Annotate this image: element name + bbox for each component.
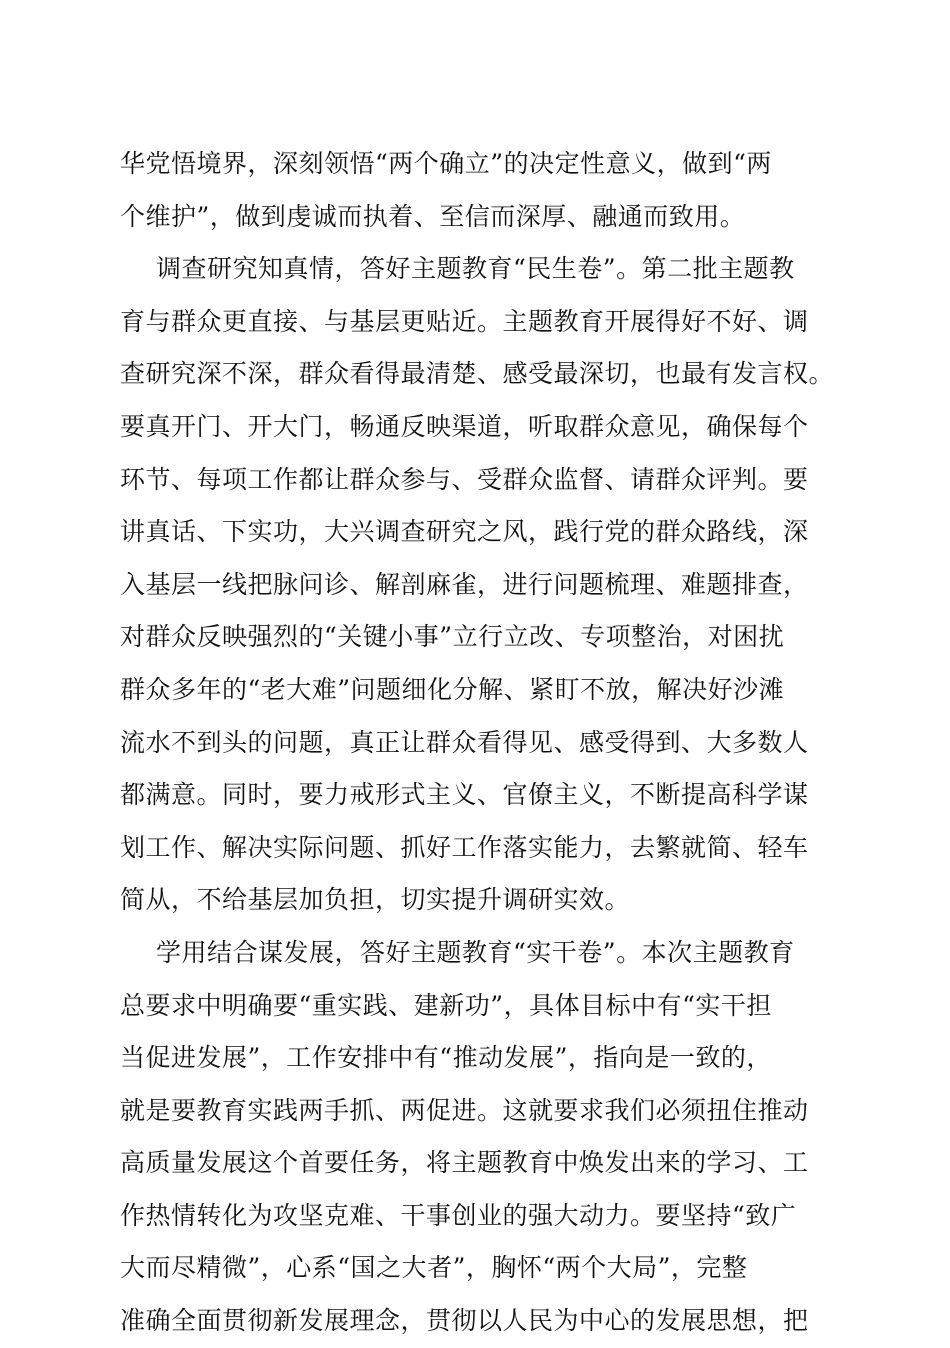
text-line: 查研究深不深，群众看得最清楚、感受最深切，也最有发言权。 [120,359,835,389]
text-line: 简从，不给基层加负担，切实提升调研实效。 [120,885,631,915]
text-line: 讲真话、下实功，大兴调查研究之风，践行党的群众路线，深 [120,517,809,547]
paragraph-first-line: 调查研究知真情，答好主题教育“民生卷”。第二批主题教 [156,254,795,284]
text-line: 高质量发展这个首要任务，将主题教育中焕发出来的学习、工 [120,1148,809,1178]
text-line: 大而尽精微”，心系“国之大者”，胸怀“两个大局”，完整 [120,1253,748,1283]
text-line: 环节、每项工作都让群众参与、受群众监督、请群众评判。要 [120,464,809,494]
text-line: 育与群众更直接、与基层更贴近。主题教育开展得好不好、调 [120,306,809,336]
paragraph-first-line: 学用结合谋发展，答好主题教育“实干卷”。本次主题教育 [156,937,795,967]
text-line: 流水不到头的问题，真正让群众看得见、感受得到、大多数人 [120,727,809,757]
text-line: 就是要教育实践两手抓、两促进。这就要求我们必须扭住推动 [120,1095,809,1125]
text-line: 准确全面贯彻新发展理念，贯彻以人民为中心的发展思想，把 [120,1306,809,1336]
text-line: 华党悟境界，深刻领悟“两个确立”的决定性意义，做到“两 [120,149,772,178]
text-line: 群众多年的“老大难”问题细化分解、紧盯不放，解决好沙滩 [120,674,785,704]
text-line: 划工作、解决实际问题、抓好工作落实能力，去繁就简、轻车 [120,832,809,862]
body-text [120,138,835,1348]
text-line: 总要求中明确要“重实践、建新功”，具体目标中有“实干担 [120,990,772,1020]
text-line: 当促进发展”，工作安排中有“推动发展”，指向是一致的， [120,1043,772,1073]
text-line: 都满意。同时，要力戒形式主义、官僚主义，不断提高科学谋 [120,780,809,810]
text-line: 入基层一线把脉问诊、解剖麻雀，进行问题梳理、难题排查， [120,569,809,599]
text-line: 作热情转化为攻坚克难、干事创业的强大动力。要坚持“致广 [120,1200,797,1230]
text-line: 对群众反映强烈的“关键小事”立行立改、专项整治，对困扰 [120,622,785,652]
text-line: 个维护”，做到虔诚而执着、至信而深厚、融通而致用。 [120,201,746,231]
text-line: 要真开门、开大门，畅通反映渠道，听取群众意见，确保每个 [120,411,809,441]
